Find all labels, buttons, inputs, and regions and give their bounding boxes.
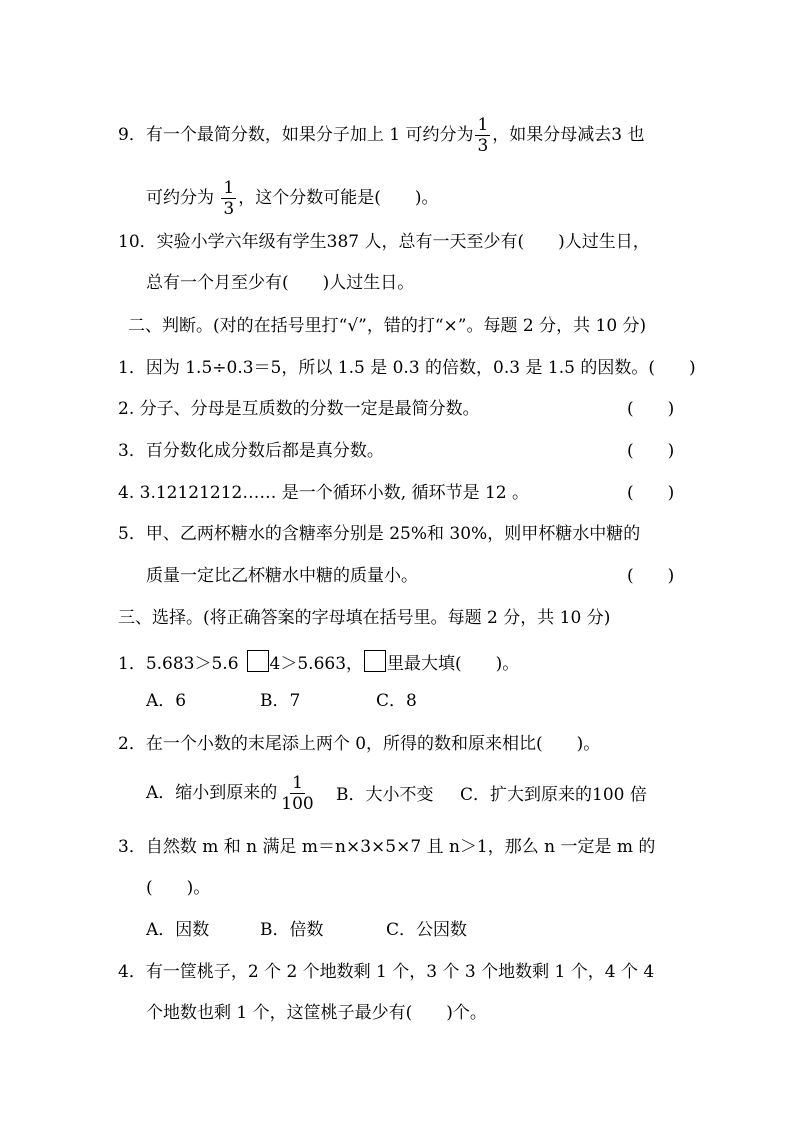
s3-q3-option-c: C．公因数 — [386, 920, 468, 940]
s3-q3-line1: 3．自然数 m 和 n 满足 m＝n×3×5×7 且 n＞1，那么 n 一定是 m 的 — [118, 837, 656, 857]
s3-q2-fraction — [279, 773, 315, 814]
s2-item-4-paren: ( ) — [627, 483, 675, 503]
q9-line2 — [146, 178, 439, 219]
s3-q2-option-a: A．缩小到原来的 — [146, 783, 278, 803]
q9-text-b: ，如果分母减去3 也 — [492, 125, 645, 145]
q9-line2-a: 可约分为 — [146, 188, 214, 208]
blank-box-2 — [364, 650, 386, 672]
s3-q3-option-a: A．因数 — [146, 920, 210, 940]
blank-box — [247, 650, 269, 672]
s3-q4-line1: 4．有一筐桃子，2 个 2 个地数剩 1 个，3 个 3 个地数剩 1 个，4 个 4 — [118, 962, 655, 982]
s3-q2-frac-den: 100 — [281, 794, 314, 814]
section2-title: 二、判断。(对的在括号里打“√”，错的打“×”。每题 2 分，共 10 分) — [128, 316, 647, 336]
q9-fraction-2 — [221, 178, 236, 219]
s3-q1-c: 里最大填( )。 — [387, 654, 520, 674]
s2-item-1: 1．因为 1.5÷0.3＝5，所以 1.5 是 0.3 的倍数，0.3 是 1.5 的因数。( ) — [118, 358, 696, 378]
s3-q1-line — [118, 650, 519, 676]
q10-line1: 10．实验小学六年级有学生387 人，总有一天至少有( )人过生日， — [118, 232, 650, 252]
q9-text-a: 9．有一个最简分数，如果分子加上 1 可约分为 — [118, 125, 474, 145]
q9-frac-den: 3 — [477, 136, 489, 156]
s3-q2-frac-num: 1 — [292, 773, 303, 793]
s2-item-4: 4. 3.12121212…… 是一个循环小数, 循环节是 12 。 — [118, 483, 530, 503]
q9-line1 — [118, 115, 645, 156]
s3-q2-options — [146, 773, 318, 814]
s3-q3-option-b: B．倍数 — [260, 920, 324, 940]
s3-q3-line2: ( )。 — [146, 878, 211, 898]
q9-frac-num: 1 — [477, 115, 489, 135]
q9-fraction-1 — [475, 115, 490, 156]
s3-q4-line2: 个地数也剩 1 个，这筐桃子最少有( )个。 — [146, 1003, 487, 1023]
s3-q1-option-c: C．8 — [376, 691, 417, 711]
s2-item-5-paren: ( ) — [627, 566, 675, 586]
s2-item-2: 2. 分子、分母是互质数的分数一定是最简分数。 — [118, 399, 480, 419]
section3-title: 三、选择。(将正确答案的字母填在括号里。每题 2 分，共 10 分) — [118, 608, 611, 628]
s3-q2-option-c: C．扩大到原来的100 倍 — [460, 785, 647, 805]
q9-frac2-num: 1 — [223, 178, 235, 198]
q9-line2-b: ，这个分数可能是( )。 — [238, 188, 439, 208]
q10-line2: 总有一个月至少有( )人过生日。 — [146, 273, 415, 293]
s2-item-2-paren: ( ) — [627, 399, 675, 419]
s2-item-3-paren: ( ) — [627, 441, 675, 461]
s2-item-3: 3．百分数化成分数后都是真分数。 — [118, 441, 384, 461]
s2-item-5: 5．甲、乙两杯糖水的含糖率分别是 25%和 30%，则甲杯糖水中糖的 — [118, 524, 641, 544]
s3-q2-line1: 2．在一个小数的末尾添上两个 0，所得的数和原来相比( )。 — [118, 734, 601, 754]
s3-q1-b: 4＞5.663， — [269, 654, 364, 674]
s2-item-5-line2: 质量一定比乙杯糖水中糖的质量小。 — [146, 566, 418, 586]
s3-q1-option-a: A．6 — [146, 691, 187, 711]
s3-q1-a: 1．5.683＞5.6 — [118, 654, 239, 674]
s3-q2-option-b: B．大小不变 — [336, 785, 434, 805]
q9-frac2-den: 3 — [223, 199, 235, 219]
s3-q1-option-b: B．7 — [260, 691, 301, 711]
